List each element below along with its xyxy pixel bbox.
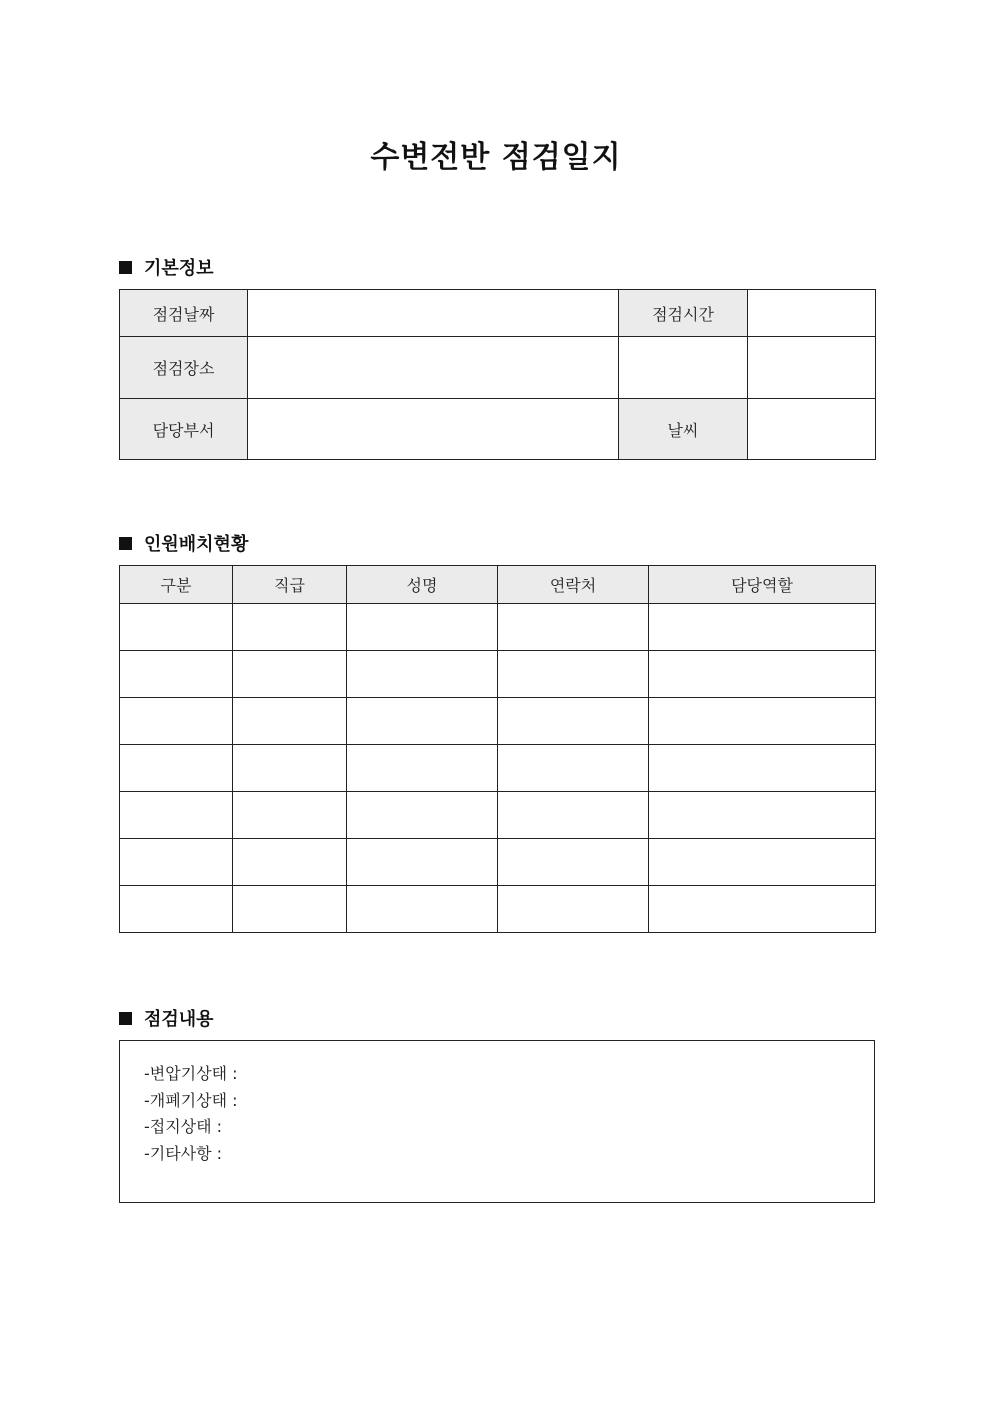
table-cell[interactable] [233,604,347,651]
table-cell[interactable] [498,604,649,651]
date-field[interactable] [248,290,619,337]
blank-value-cell[interactable] [748,337,876,399]
inspection-item-grounding: -접지상태 : [144,1117,223,1136]
table-row [120,839,876,886]
table-cell[interactable] [233,651,347,698]
square-bullet-icon [119,261,132,274]
table-cell[interactable] [498,745,649,792]
table-cell[interactable] [498,839,649,886]
table-cell[interactable] [120,651,233,698]
table-cell[interactable] [347,651,498,698]
dept-field[interactable] [248,399,619,460]
table-cell[interactable] [120,698,233,745]
inspection-content-box[interactable] [119,1040,875,1203]
weather-field[interactable] [748,399,876,460]
weather-label: 날씨 [619,399,748,460]
table-cell[interactable] [649,886,876,933]
blank-label-cell[interactable] [619,337,748,399]
table-cell[interactable] [120,604,233,651]
table-cell[interactable] [347,792,498,839]
table-cell[interactable] [498,651,649,698]
inspection-item-other: -기타사항 : [144,1143,223,1163]
table-cell[interactable] [233,886,347,933]
column-header-rank: 직급 [233,566,347,604]
table-cell[interactable] [120,839,233,886]
inspection-item-switchgear: -개폐기상태 : [144,1090,238,1110]
table-cell[interactable] [233,698,347,745]
table-cell[interactable] [233,792,347,839]
table-cell[interactable] [498,886,649,933]
table-cell[interactable] [347,886,498,933]
table-row [120,886,876,933]
table-row [120,698,876,745]
table-row [120,745,876,792]
place-label: 점검장소 [120,337,248,399]
column-header-name: 성명 [347,566,498,604]
table-cell[interactable] [347,698,498,745]
column-header-contact: 연락처 [498,566,649,604]
table-cell[interactable] [649,604,876,651]
section-heading-label: 기본정보 [144,258,214,279]
table-row [120,651,876,698]
table-row [120,792,876,839]
time-field[interactable] [748,290,876,337]
table-cell[interactable] [120,792,233,839]
table-cell[interactable] [347,745,498,792]
table-cell[interactable] [649,651,876,698]
personnel-rows [120,604,876,933]
square-bullet-icon [119,1012,132,1025]
table-cell[interactable] [649,792,876,839]
inspection-item-list [144,1061,238,1167]
table-row [120,604,876,651]
inspection-item-transformer: -변압기상태 : [144,1064,238,1083]
section-heading-inspection [119,1005,214,1031]
section-heading-label: 인원배치현황 [144,534,249,555]
table-cell[interactable] [120,886,233,933]
column-header-role: 담당역할 [649,566,876,604]
table-cell[interactable] [649,839,876,886]
date-label: 점검날짜 [120,290,248,337]
section-heading-label: 점검내용 [144,1009,214,1030]
table-cell[interactable] [233,745,347,792]
table-cell[interactable] [498,698,649,745]
table-cell[interactable] [649,745,876,792]
personnel-table [119,565,876,933]
time-label: 점검시간 [619,290,748,337]
table-cell[interactable] [347,839,498,886]
table-cell[interactable] [649,698,876,745]
square-bullet-icon [119,537,132,550]
table-cell[interactable] [120,745,233,792]
table-cell[interactable] [233,839,347,886]
section-heading-personnel [119,530,248,556]
place-field[interactable] [248,337,619,399]
column-header-category: 구분 [120,566,233,604]
section-heading-basic-info [119,254,214,280]
table-cell[interactable] [498,792,649,839]
document-title: 수변전반 점검일지 [370,140,622,175]
basic-info-table [119,289,876,460]
table-cell[interactable] [347,604,498,651]
dept-label: 담당부서 [120,399,248,460]
